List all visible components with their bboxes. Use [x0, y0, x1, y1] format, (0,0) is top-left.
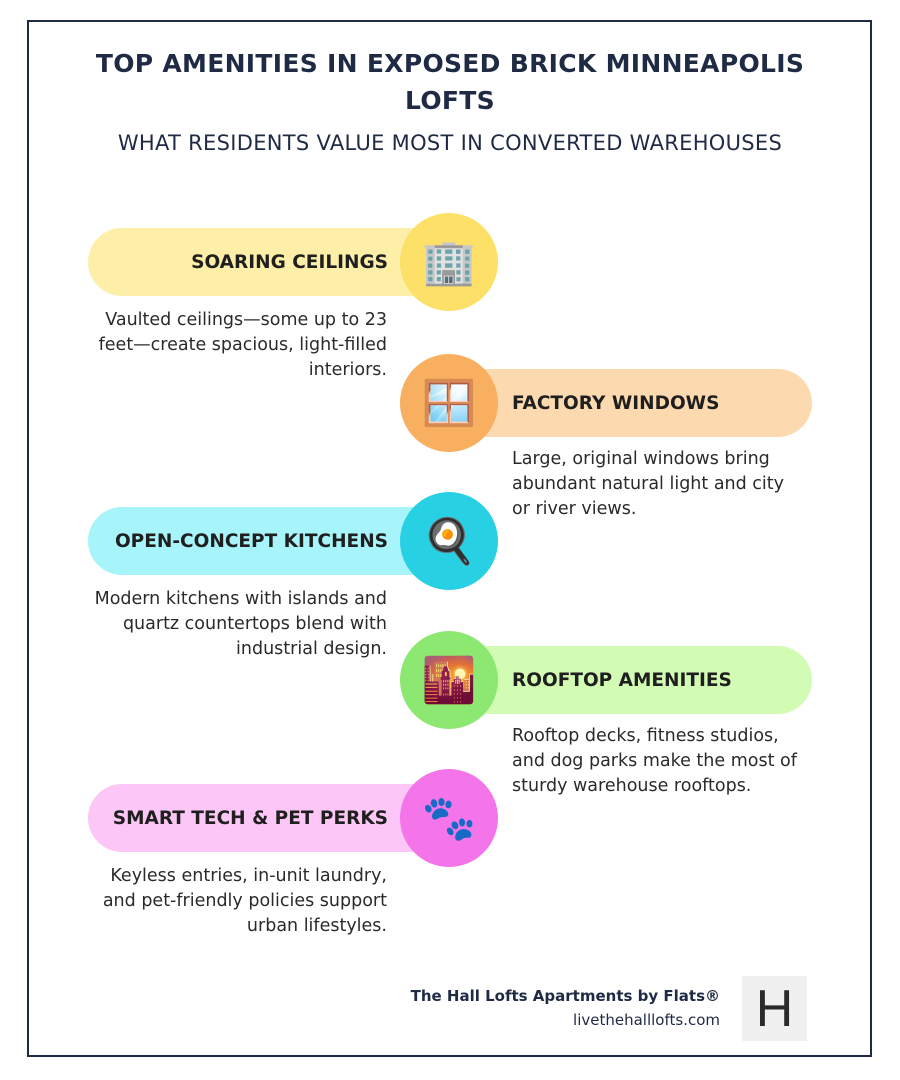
amenity-pill	[450, 646, 812, 714]
brand-name: The Hall Lofts Apartments by Flats®	[410, 987, 720, 1005]
amenity-title: FACTORY WINDOWS	[512, 392, 720, 414]
amenity-title: OPEN-CONCEPT KITCHENS	[114, 530, 388, 552]
brand-url[interactable]: livethehalllofts.com	[573, 1011, 720, 1029]
amenity-description: Large, original windows bring abundant natural light and city or river views.	[512, 449, 785, 519]
paw-prints-icon: 🐾	[400, 769, 498, 867]
amenity-pill	[88, 784, 450, 852]
window-icon: 🪟	[400, 354, 498, 452]
building-icon: 🏢	[400, 213, 498, 311]
brand-block	[411, 987, 720, 1029]
city-sunset-icon: 🌇	[400, 631, 498, 729]
amenity-title: SOARING CEILINGS	[191, 251, 388, 273]
amenity-pill	[88, 228, 450, 296]
page-subtitle: WHAT RESIDENTS VALUE MOST IN CONVERTED WAREHOUSES	[117, 131, 783, 155]
amenity-description: Modern kitchens with islands and quartz countertops blend with industrial design.	[94, 589, 387, 659]
amenity-pill	[88, 507, 450, 575]
amenity-pill	[450, 369, 812, 437]
amenity-title: SMART TECH & PET PERKS	[112, 807, 388, 829]
brand-logo: H	[742, 976, 807, 1041]
frying-pan-icon: 🍳	[400, 492, 498, 590]
amenity-title: ROOFTOP AMENITIES	[512, 669, 732, 691]
amenity-description: Rooftop decks, fitness studios, and dog parks make the most of sturdy warehouse rooftops.	[512, 726, 797, 796]
amenity-description: Keyless entries, in-unit laundry, and pet-friendly policies support urban lifestyles.	[102, 866, 387, 936]
page-title: TOP AMENITIES IN EXPOSED BRICK MINNEAPOLIS LOFTS	[95, 49, 805, 115]
amenity-description: Vaulted ceilings—some up to 23 feet—create spacious, light-filled interiors.	[98, 310, 387, 380]
